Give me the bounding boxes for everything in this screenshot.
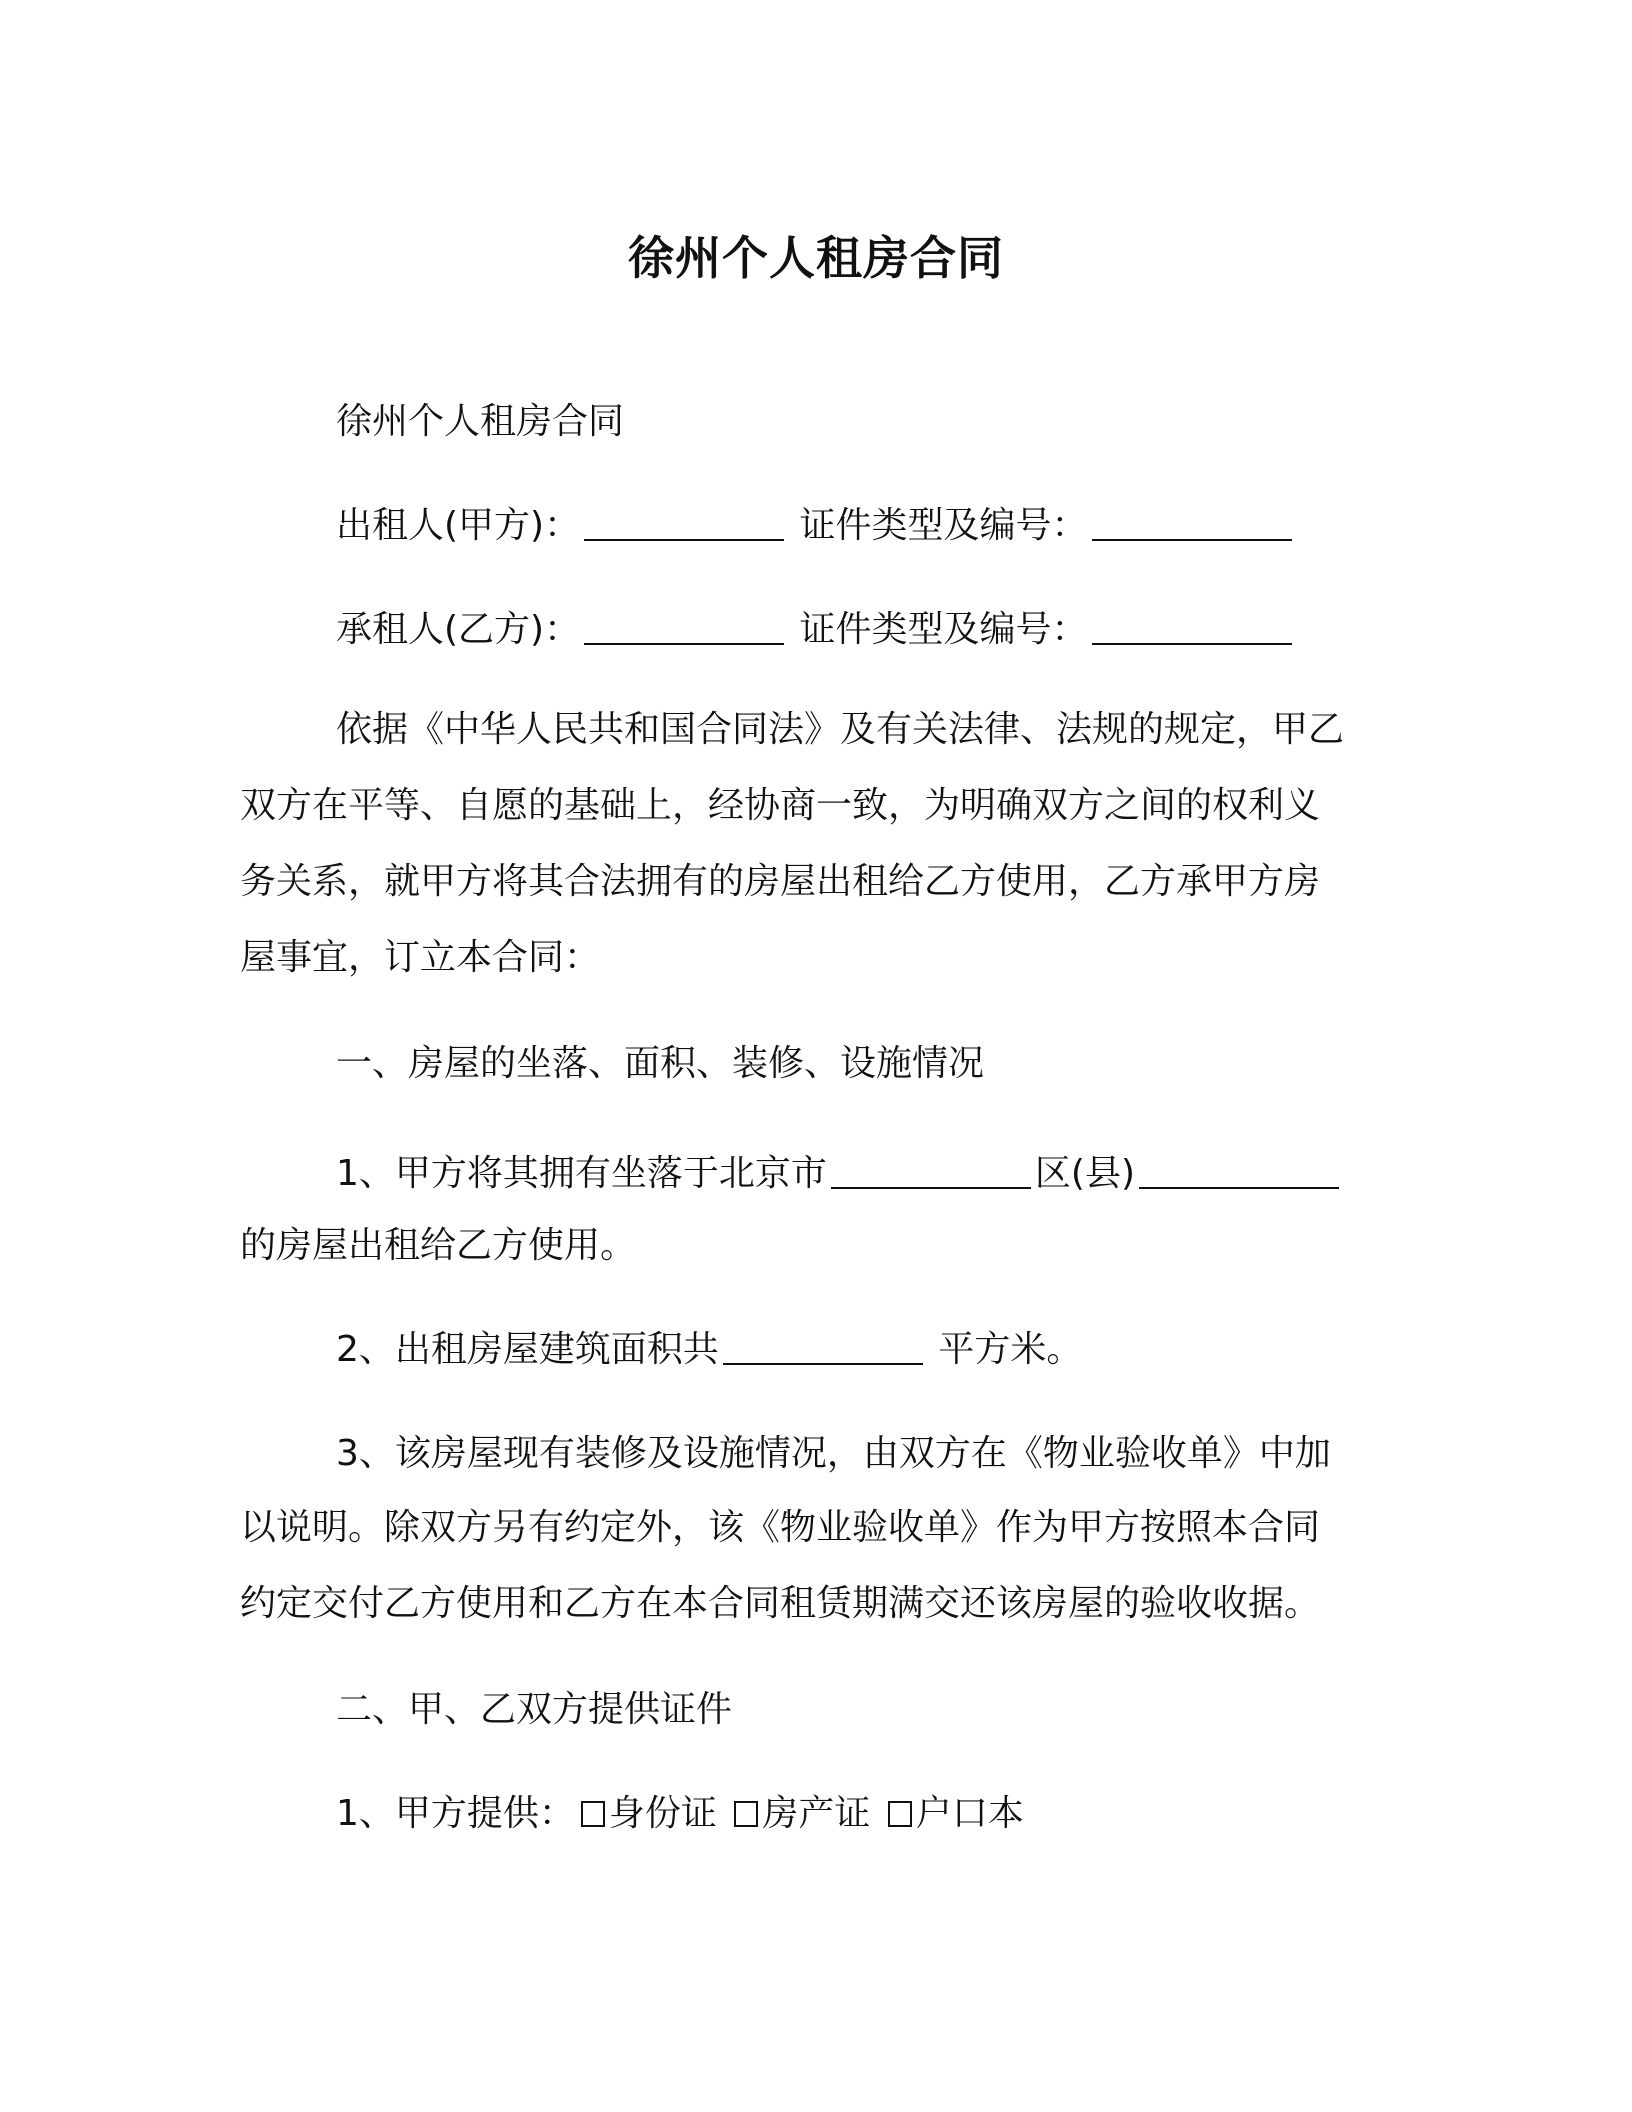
lessor-name-blank: [584, 509, 784, 541]
preamble-line: 双方在平等、自愿的基础上，经协商一致，为明确双方之间的权利义: [240, 785, 1321, 826]
option-household-reg: 户口本: [915, 1793, 1024, 1834]
section2-item1-label: 1、甲方提供：: [336, 1793, 575, 1834]
section1-item1: [336, 1150, 1343, 1198]
section1-item2: [336, 1326, 1082, 1374]
option-id-card: 身份证: [608, 1793, 717, 1834]
document-subtitle: 徐州个人租房合同: [336, 401, 625, 442]
lessor-label: 出租人(甲方)：: [336, 505, 581, 546]
area-blank: [723, 1333, 923, 1365]
lessor-line: [336, 502, 1296, 550]
lessee-id-blank: [1092, 613, 1292, 645]
household-reg-checkbox[interactable]: [888, 1801, 912, 1827]
section2-heading: 二、甲、乙双方提供证件: [336, 1689, 733, 1730]
section1-item3-line: 3、该房屋现有装修及设施情况，由双方在《物业验收单》中加: [336, 1433, 1331, 1474]
preamble-line: 屋事宜，订立本合同：: [240, 937, 601, 978]
address-blank: [1139, 1157, 1339, 1189]
city-district-blank: [831, 1157, 1031, 1189]
lessee-id-label: 证件类型及编号：: [799, 609, 1088, 650]
item1-text-a: 1、甲方将其拥有坐落于北京市: [336, 1153, 827, 1194]
item1-text-b: 区(县): [1034, 1153, 1135, 1194]
lessee-name-blank: [584, 613, 784, 645]
section1-item3-line: 约定交付乙方使用和乙方在本合同租赁期满交还该房屋的验收收据。: [240, 1583, 1321, 1624]
section1-item1-cont: 的房屋出租给乙方使用。: [240, 1225, 637, 1266]
item2-text-b: 平方米。: [938, 1329, 1083, 1370]
lessor-id-label: 证件类型及编号：: [799, 505, 1088, 546]
section2-item1: [336, 1790, 1024, 1838]
preamble-line: 务关系，就甲方将其合法拥有的房屋出租给乙方使用，乙方承甲方房: [240, 861, 1321, 902]
item2-text-a: 2、出租房屋建筑面积共: [336, 1329, 719, 1370]
lessor-id-blank: [1092, 509, 1292, 541]
option-property-cert: 房产证: [762, 1793, 871, 1834]
lessee-label: 承租人(乙方)：: [336, 609, 581, 650]
property-cert-checkbox[interactable]: [734, 1801, 758, 1827]
section1-heading: 一、房屋的坐落、面积、装修、设施情况: [336, 1043, 985, 1084]
id-card-checkbox[interactable]: [581, 1801, 605, 1827]
section1-item3-line: 以说明。除双方另有约定外，该《物业验收单》作为甲方按照本合同: [240, 1507, 1321, 1548]
lessee-line: [336, 606, 1296, 654]
preamble-line: 依据《中华人民共和国合同法》及有关法律、法规的规定，甲乙: [336, 709, 1345, 750]
document-title: 徐州个人租房合同: [628, 231, 1004, 285]
